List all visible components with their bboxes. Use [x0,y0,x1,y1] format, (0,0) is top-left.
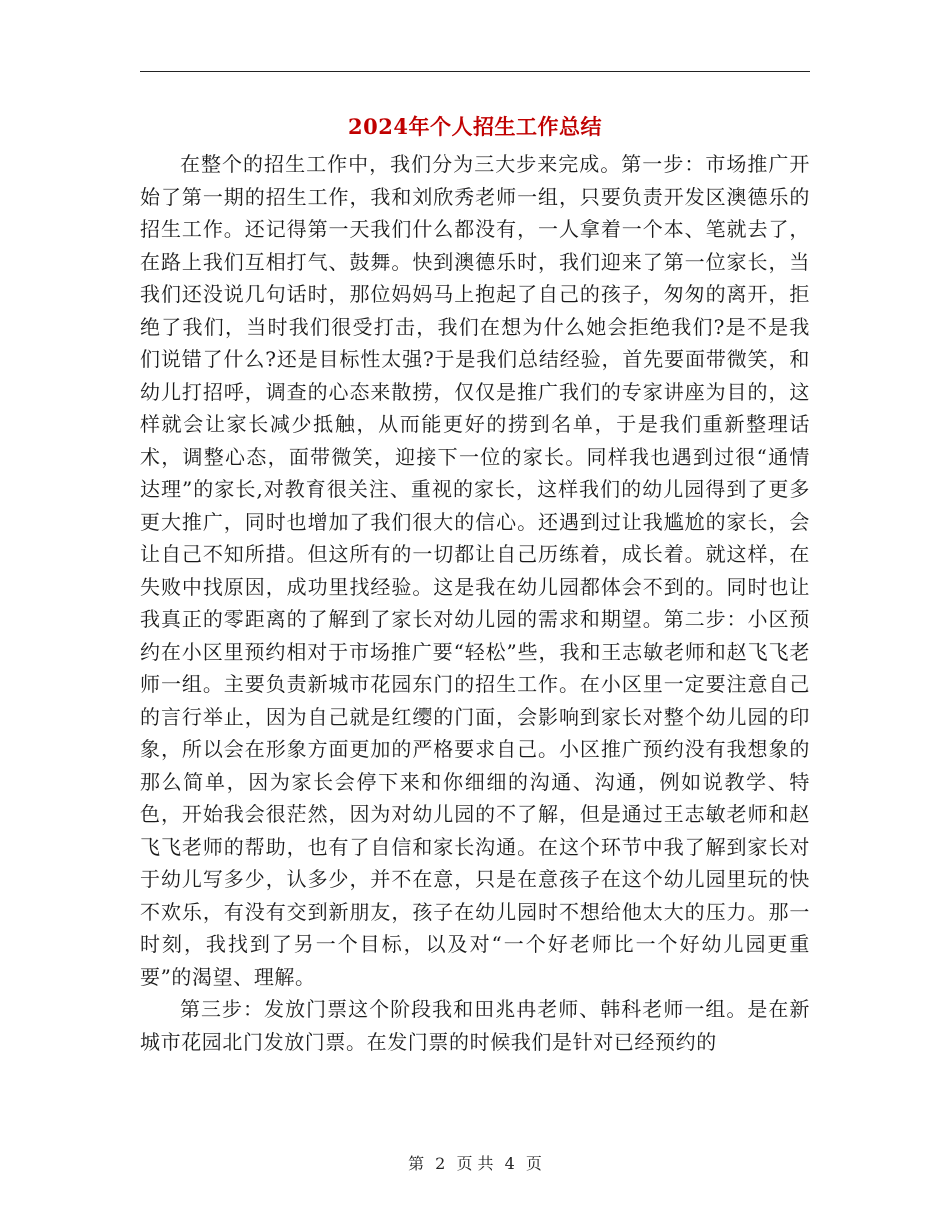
footer-prefix: 第 [408,1154,425,1173]
footer-current-page: 2 [435,1154,446,1173]
footer-total-pages: 4 [504,1154,515,1173]
footer-middle: 页 共 [456,1154,494,1173]
document-title: 2024年个人招生工作总结 [348,114,602,139]
document-body [140,148,810,1058]
footer-suffix: 页 [525,1154,542,1173]
page-footer [140,1152,810,1176]
header-rule [140,71,810,72]
paragraph-1: 在整个的招生工作中，我们分为三大步来完成。第一步：市场推广开始了第一期的招生工作，我和刘欣秀老师一组，只要负责开发区澳德乐的招生工作。还记得第一天我们什么都没有，一人拿着一个本、笔就去了，在路上我们互相打气、鼓舞。快到澳德乐时，我们迎来了第一位家长，当我们还没说几句话时，那位妈妈马上抱起了自己的孩子，匆匆的离开，拒绝了我们，当时我们很受打击，我们在想为什么她会拒绝我们?是不是我们说错了什么?还是目标性太强?于是我们总结经验，首先要面带微笑，和幼儿打招呼，调查的心态来散捞，仅仅是推广我们的专家讲座为目的，这样就会让家长减少抵触，从而能更好的捞到名单，于是我们重新整理话术，调整心态，面带微笑，迎接下一位的家长。同样我也遇到过很“通情达理”的家长,对教育很关注、重视的家长，这样我们的幼儿园得到了更多更大推广，同时也增加了我们很大的信心。还遇到过让我尴尬的家长，会让自己不知所措。但这所有的一切都让自己历练着，成长着。就这样，在失败中找原因，成功里找经验。这是我在幼儿园都体会不到的。同时也让我真正的零距离的了解到了家长对幼儿园的需求和期望。第二步：小区预约在小区里预约相对于市场推广要“轻松”些，我和王志敏老师和赵飞飞老师一组。主要负责新城市花园东门的招生工作。在小区里一定要注意自己的言行举止，因为自己就是红缨的门面，会影响到家长对整个幼儿园的印象，所以会在形象方面更加的严格要求自己。小区推广预约没有我想象的那么简单，因为家长会停下来和你细细的沟通、沟通，例如说教学、特色，开始我会很茫然，因为对幼儿园的不了解，但是通过王志敏老师和赵飞飞老师的帮助，也有了自信和家长沟通。在这个环节中我了解到家长对于幼儿写多少，认多少，并不在意，只是在意孩子在这个幼儿园里玩的快不欢乐，有没有交到新朋友，孩子在幼儿园时不想给他太大的压力。那一时刻，我找到了另一个目标，以及对“一个好老师比一个好幼儿园更重要”的渴望、理解。 [140,152,810,989]
paragraph-2: 第三步：发放门票这个阶段我和田兆冉老师、韩科老师一组。是在新城市花园北门发放门票。在发门票的时候我们是针对已经预约的 [140,997,810,1054]
